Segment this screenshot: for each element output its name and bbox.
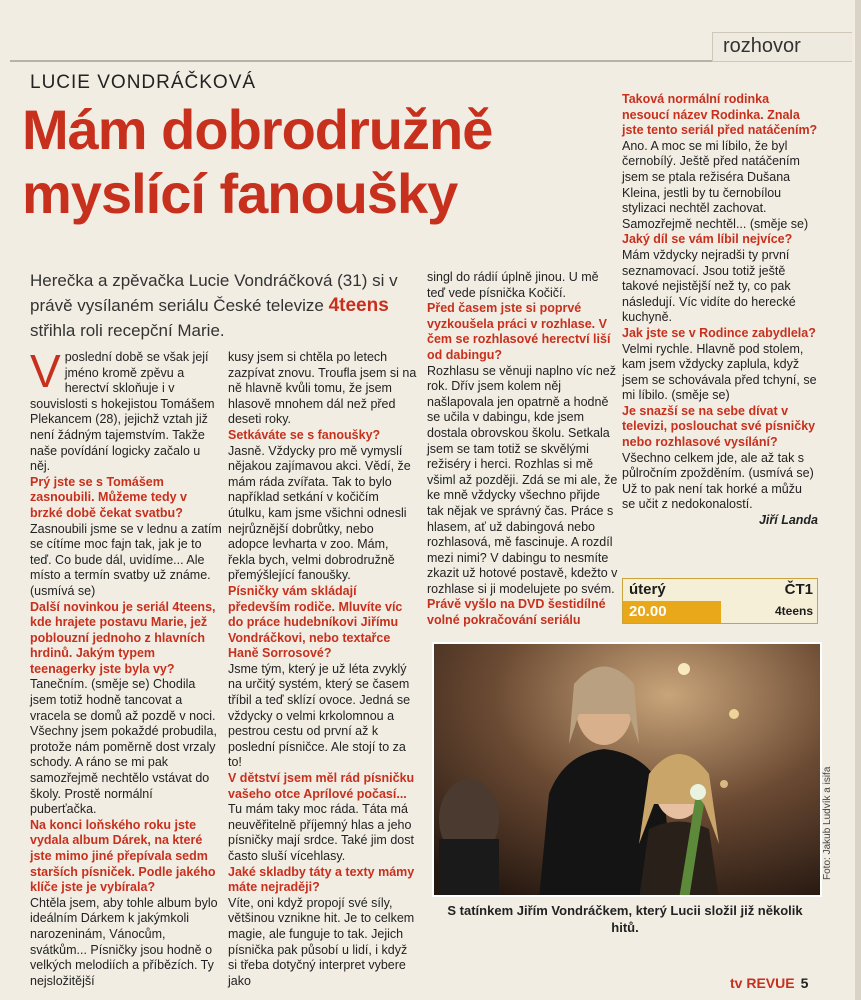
author-signature: Jiří Landa (758, 513, 818, 528)
column-4 (622, 92, 818, 529)
page-number: 5 (800, 975, 809, 991)
intro-text: poslední době se však její jméno kromě zpěvu a herectví skloňuje i v souvislosti s hokejistou Tomášem Plekancem (28), jejichž vztah již není žádným tajemstvím. Takže naše povídání logicky začalo u něj. (30, 350, 215, 474)
broadcast-day: úterý (629, 581, 666, 598)
answer: Chtěla jsem, aby tohle album bylo ideálním Dárkem k jakýmkoli narozeninám, Vánocům, svátkům... Písničky jsou hodně o velkých melodiích a příbězích. Ty nejsložitější (30, 895, 218, 988)
headline-part1: Mám (22, 98, 162, 161)
question: Jaké skladby táty a texty mámy máte nejraději? (228, 864, 415, 895)
headline-part2: dobrodružně (161, 98, 493, 161)
page-edge (855, 0, 861, 1000)
column-3 (427, 270, 619, 629)
question: V dětství jsem měl rád písničku vašeho otce Aprílové počasí... (228, 771, 415, 801)
answer: Všechno celkem jde, ale až tak s půlročním zpožděním. (usmívá se) Už to pak není tak horké a můžu se učit z nedokonalostí. (622, 450, 814, 512)
answer: kusy jsem si chtěla po letech zazpívat znovu. Troufla jsem si na ně hlavně kvůli tomu, že jsem hlasově mnohem dál než před deseti roky. (228, 350, 417, 427)
answer: Tanečním. (směje se) Chodila jsem totiž hodně tancovat a vracela se domů až pozdě v noci. Všechny jsem pokaždé probudila, protože nám poměrně dost vrzaly schody. A ráno se mi pak samozřejmě nechtělo vstávat do školy. Prostě normální puberťačka. (30, 677, 217, 817)
tv-schedule-box (622, 578, 818, 624)
answer: Mám vždycky nejradši ty první seznamovací. Jsou totiž ještě takové nejistější než ty, co pak následují. Víc vidíte do herecké kuchyně. (622, 247, 796, 325)
answer: Jsme tým, který je už léta zvyklý na určitý systém, který se časem tříbil a teď sklízí ovoce. Jedná se vždycky o velmi krkolomnou a pestrou cestu od první až k poslední písničce. Ale stojí to za to! (228, 661, 411, 770)
column-2 (228, 350, 418, 989)
photo-caption: S tatínkem Jiřím Vondráčkem, který Lucii složil již několik hitů. (447, 903, 803, 935)
question: Na konci loňského roku jste vydala album Dárek, na které jste mimo jiné přepívala sedm starších písniček. Podle jakého klíče jste je vybírala? (30, 817, 216, 895)
headline (22, 98, 492, 226)
magazine-brand: tv REVUE (730, 975, 795, 991)
question: Taková normální rodinka nesoucí název Rodinka. Znala jste tento seriál před natáčením? (622, 92, 818, 138)
question: Prý jste se s Tomášem zasnoubili. Můžeme tedy v brzké době čekat svatbu? (30, 474, 187, 520)
photo-illustration (434, 644, 822, 897)
question: Jaký díl se vám líbil nejvíce? (622, 232, 793, 247)
lead-text-a: Herečka a zpěvačka Lucie Vondráčková (31) si v právě vysílaném seriálu České televize (30, 271, 398, 315)
answer: Ano. A moc se mi líbilo, že byl černobílý. Ještě před natáčením jsem se ptala režiséra Dušana Kleina, jestli by tu černobílou stylizaci nechtěl zachovat. Samozřejmě nechtěl... (směje se) (622, 138, 809, 231)
question: Písničky vám skládají především rodiče. Mluvíte víc do práce hudebníkovi Jiřímu Vondráčkovi, nebo textařce Haně Sorrosové? (228, 583, 403, 661)
broadcast-time: 20.00 (623, 601, 721, 623)
question: Právě vyšlo na DVD šestidílné volné pokračování seriálu (427, 597, 606, 628)
dropcap: V (30, 345, 61, 397)
headline-part3: myslící fanoušky (22, 162, 458, 225)
question: Je snazší se na sebe dívat v televizi, poslouchat své písničky nebo rozhlasové vysílání? (622, 403, 816, 450)
show-name: 4teens (774, 604, 813, 618)
answer: Víte, oni když propojí své síly, většinou vznikne hit. Je to celkem magie, ale funguje to tak. Jejich písnička pak působí u lidí, i když si třeba dotyčný interpret vybere jako (228, 895, 415, 988)
question: Další novinkou je seriál 4teens, kde hrajete postavu Marie, jež poblouzní jednoho z hlavních hrdinů. Jakým typem teenagerky jste byla vy? (30, 599, 216, 676)
photo-credit: Foto: Jakub Ludvík a isifa (822, 766, 833, 880)
question: Před časem jste si poprvé vyzkoušela práci v rozhlase. V čem se rozhlasové herectví liší od dabingu? (427, 301, 611, 362)
answer: singl do rádií úplně jinou. U mě teď vede písnička Kočičí. (427, 270, 599, 300)
question: Setkáváte se s fanoušky? (228, 427, 381, 442)
answer: Velmi rychle. Hlavně pod stolem, kam jsem vždycky zaplula, když jsem se schovávala před tchyní, se mi líbilo. (směje se) (622, 341, 817, 403)
answer: Tu mám taky moc ráda. Táta má neuvěřitelně příjemný hlas a jeho písničky mají srdce. Také jim dost často sluší vícehlasy. (228, 802, 414, 863)
header-rule (10, 60, 712, 62)
answer: Jasně. Vždycky pro mě vymyslí nějakou zajímavou akci. Vědí, že mám ráda zvířata. Tak to bylo například setkání v kočičím útulku, kam jsme všichni odnesli nejrůznější dobrůtky, nebo adopce levharta v zoo. Mám, řekla bych, velmi dobrodružně přemýšlející fanoušky. (228, 443, 411, 583)
author-name: LUCIE VONDRÁČKOVÁ (30, 72, 257, 93)
article-photo (432, 642, 822, 897)
answer: Rozhlasu se věnuji naplno víc než rok. Dřív jsem kolem něj našlapovala jen opatrně a hodně se učila v dabingu, kde jsem dostala obrovskou školu. Setkala jsem se tam totiž se skvělými režiséry i herci. Rozhlas si mě všiml až později. Zdá se mi ale, že ke mně vždycky všechno přijde tak nějak ve správný čas. Práce s hlasem, ať už dabingová nebo rozhlasová, mě fascinuje. A rozdíl mezi nimi? V dabingu to nesmíte zkazit už hotové postavě, kdežto v rozhlase si ji modelujete po svém. (427, 363, 618, 596)
lead-show-name: 4teens (328, 295, 389, 316)
lead-text-c: střihla roli recepční Marie. (30, 321, 225, 340)
channel-name: ČT1 (784, 581, 813, 598)
column-1 (30, 345, 222, 989)
section-tag: rozhovor (712, 32, 852, 62)
answer: Zasnoubili jsme se v lednu a zatím se cítíme moc fajn tak, jak je to teď. Co bude dál, uvidíme... Ale místo a termín svatby už známe. (usmívá se) (30, 521, 222, 598)
lead-paragraph (30, 268, 420, 343)
page-footer (730, 975, 808, 991)
question: Jak jste se v Rodince zabydlela? (622, 325, 816, 340)
